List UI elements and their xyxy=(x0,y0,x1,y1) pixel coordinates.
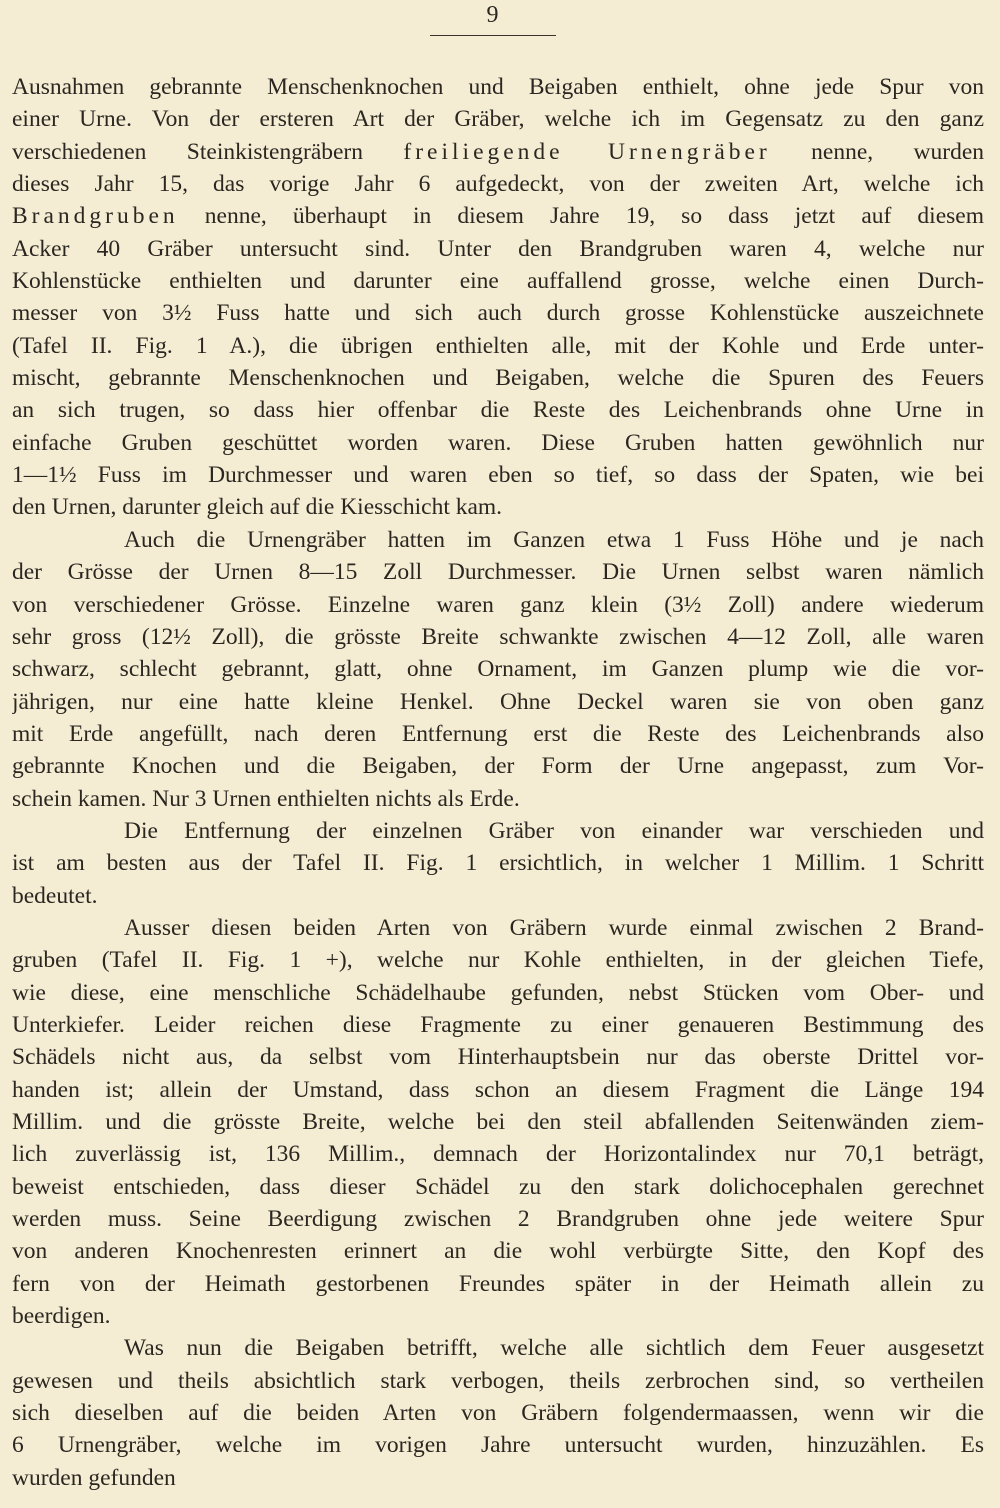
text-line xyxy=(12,1041,984,1073)
text-segment: wurden gefunden xyxy=(12,1464,176,1491)
paragraph xyxy=(12,912,984,1332)
text-segment: sich dieselben auf die beiden Arten von Gräbern folgendermaassen, wenn wir die xyxy=(12,1400,984,1427)
text-line xyxy=(12,621,984,653)
text-segment: mit Erde angefüllt, nach deren Entfernung erst die Reste des Leichenbrands also xyxy=(12,720,984,747)
text-line xyxy=(12,1235,984,1267)
text-line xyxy=(12,297,984,329)
text-line xyxy=(12,977,984,1009)
spaced-emphasis: freiliegende Urnengräber xyxy=(403,138,771,165)
text-line xyxy=(12,1429,984,1461)
text-segment: gebrannte Knochen und die Beigaben, der Form der Urne angepasst, zum Vor- xyxy=(12,753,984,780)
text-line xyxy=(12,200,984,232)
text-segment: sehr gross (12½ Zoll), die grösste Breite schwankte zwischen 4—12 Zoll, alle waren xyxy=(12,623,984,650)
text-line xyxy=(12,1009,984,1041)
text-line xyxy=(12,1268,984,1300)
text-segment: 1—1½ Fuss im Durchmesser und waren eben so tief, so dass der Spaten, wie bei xyxy=(12,462,984,489)
text-segment: gewesen und theils absichtlich stark verbogen, theils zerbrochen sind, so vertheilen xyxy=(12,1367,984,1394)
text-segment: von anderen Knochenresten erinnert an die wohl verbürgte Sitte, den Kopf des xyxy=(12,1238,984,1265)
text-line xyxy=(12,1138,984,1170)
text-line xyxy=(12,847,984,879)
text-segment: Ausser diesen beiden Arten von Gräbern wurde einmal zwischen 2 Brand- xyxy=(124,914,984,941)
text-segment: beerdigen. xyxy=(12,1303,111,1330)
text-segment: Was nun die Beigaben betrifft, welche alle sichtlich dem Feuer ausgesetzt xyxy=(124,1335,984,1362)
text-segment: Unterkiefer. Leider reichen diese Fragmente zu einer genaueren Bestimmung des xyxy=(12,1011,984,1038)
text-line xyxy=(12,944,984,976)
text-segment: (Tafel II. Fig. 1 A.), die übrigen enthielten alle, mit der Kohle und Erde unter- xyxy=(12,332,984,359)
text-line xyxy=(12,1462,984,1494)
text-segment: schein kamen. Nur 3 Urnen enthielten nichts als Erde. xyxy=(12,785,520,812)
text-segment: der Grösse der Urnen 8—15 Zoll Durchmesser. Die Urnen selbst waren nämlich xyxy=(12,559,984,586)
text-segment: gruben (Tafel II. Fig. 1 +), welche nur Kohle enthielten, in der gleichen Tiefe, xyxy=(12,947,984,974)
text-segment: Acker 40 Gräber untersucht sind. Unter den Brandgruben waren 4, welche nur xyxy=(12,235,984,262)
text-line xyxy=(12,1300,984,1332)
text-line xyxy=(12,1365,984,1397)
text-line xyxy=(12,1106,984,1138)
text-line xyxy=(12,233,984,265)
text-segment: wie diese, eine menschliche Schädelhaube gefunden, nebst Stücken vom Ober- und xyxy=(12,979,984,1006)
body-text xyxy=(12,71,984,1494)
text-segment: Kohlenstücke enthielten und darunter eine auffallend grosse, welche einen Durch- xyxy=(12,268,984,295)
paragraph xyxy=(12,815,984,912)
text-line xyxy=(12,880,984,912)
text-segment: messer von 3½ Fuss hatte und sich auch durch grosse Kohlenstücke auszeichnete xyxy=(12,300,984,327)
text-line xyxy=(12,653,984,685)
text-line xyxy=(12,362,984,394)
text-line xyxy=(12,815,984,847)
text-segment: bedeutet. xyxy=(12,882,98,909)
text-segment: nenne, überhaupt in diesem Jahre 19, so dass jetzt auf diesem xyxy=(178,203,984,230)
text-segment: Auch die Urnengräber hatten im Ganzen etwa 1 Fuss Höhe und je nach xyxy=(124,526,984,553)
text-segment: lich zuverlässig ist, 136 Millim., demnach der Horizontalindex nur 70,1 beträgt, xyxy=(12,1141,984,1168)
text-segment: den Urnen, darunter gleich auf die Kiesschicht kam. xyxy=(12,494,503,521)
text-segment: werden muss. Seine Beerdigung zwischen 2 Brandgruben ohne jede weitere Spur xyxy=(12,1206,984,1233)
text-line xyxy=(12,103,984,135)
text-segment: Die Entfernung der einzelnen Gräber von einander war verschieden und xyxy=(124,817,984,844)
text-segment: einfache Gruben geschüttet worden waren. Diese Gruben hatten gewöhnlich nur xyxy=(12,429,984,456)
text-line xyxy=(12,394,984,426)
text-segment: fern von der Heimath gestorbenen Freundes später in der Heimath allein zu xyxy=(12,1270,984,1297)
text-line xyxy=(12,459,984,491)
text-line xyxy=(12,556,984,588)
text-segment: schwarz, schlecht gebrannt, glatt, ohne Ornament, im Ganzen plump wie die vor- xyxy=(12,656,984,683)
text-segment: Ausnahmen gebrannte Menschenknochen und Beigaben enthielt, ohne jede Spur von xyxy=(12,74,984,100)
text-line xyxy=(12,1332,984,1364)
text-segment: an sich trugen, so dass hier offenbar die Reste des Leichenbrands ohne Urne in xyxy=(12,397,984,424)
text-segment: verschiedenen Steinkistengräbern xyxy=(12,138,404,165)
text-segment: dieses Jahr 15, das vorige Jahr 6 aufgedeckt, von der zweiten Art, welche ich xyxy=(12,171,984,198)
text-line xyxy=(12,1074,984,1106)
paragraph xyxy=(12,524,984,815)
text-line xyxy=(12,427,984,459)
header-rule xyxy=(430,35,556,36)
text-line xyxy=(12,589,984,621)
text-line xyxy=(12,912,984,944)
text-line xyxy=(12,1171,984,1203)
text-segment: mischt, gebrannte Menschenknochen und Beigaben, welche die Spuren des Feuers xyxy=(12,365,984,392)
text-line xyxy=(12,1397,984,1429)
text-segment: Schädels nicht aus, da selbst vom Hinterhauptsbein nur das oberste Drittel vor- xyxy=(12,1044,984,1071)
text-line xyxy=(12,491,984,523)
text-segment: beweist entschieden, dass dieser Schädel zu den stark dolichocephalen gerechnet xyxy=(12,1173,984,1200)
text-line xyxy=(12,168,984,200)
text-line xyxy=(12,783,984,815)
text-line xyxy=(12,71,984,103)
text-segment: ist am besten aus der Tafel II. Fig. 1 ersichtlich, in welcher 1 Millim. 1 Schritt xyxy=(12,850,984,877)
text-line xyxy=(12,136,984,168)
text-segment: jährigen, nur eine hatte kleine Henkel. Ohne Deckel waren sie von oben ganz xyxy=(12,688,984,715)
text-segment: Millim. und die grösste Breite, welche bei den steil abfallenden Seitenwänden ziem- xyxy=(12,1109,984,1135)
text-segment: von verschiedener Grösse. Einzelne waren ganz klein (3½ Zoll) andere wiederum xyxy=(12,591,984,618)
text-line xyxy=(12,686,984,718)
page-number: 9 xyxy=(486,2,499,28)
text-segment: handen ist; allein der Umstand, dass schon an diesem Fragment die Länge 194 xyxy=(12,1076,984,1103)
text-segment: einer Urne. Von der ersteren Art der Gräber, welche ich im Gegensatz zu den ganz xyxy=(12,106,984,133)
text-line xyxy=(12,750,984,782)
text-segment: 6 Urnengräber, welche im vorigen Jahre untersucht wurden, hinzuzählen. Es xyxy=(12,1432,984,1459)
text-line xyxy=(12,718,984,750)
paragraph xyxy=(12,71,984,524)
paragraph xyxy=(12,1332,984,1494)
text-line xyxy=(12,330,984,362)
spaced-emphasis: Brandgruben xyxy=(12,203,179,230)
text-line xyxy=(12,265,984,297)
text-line xyxy=(12,524,984,556)
text-segment: nenne, wurden xyxy=(770,138,984,165)
text-line xyxy=(12,1203,984,1235)
